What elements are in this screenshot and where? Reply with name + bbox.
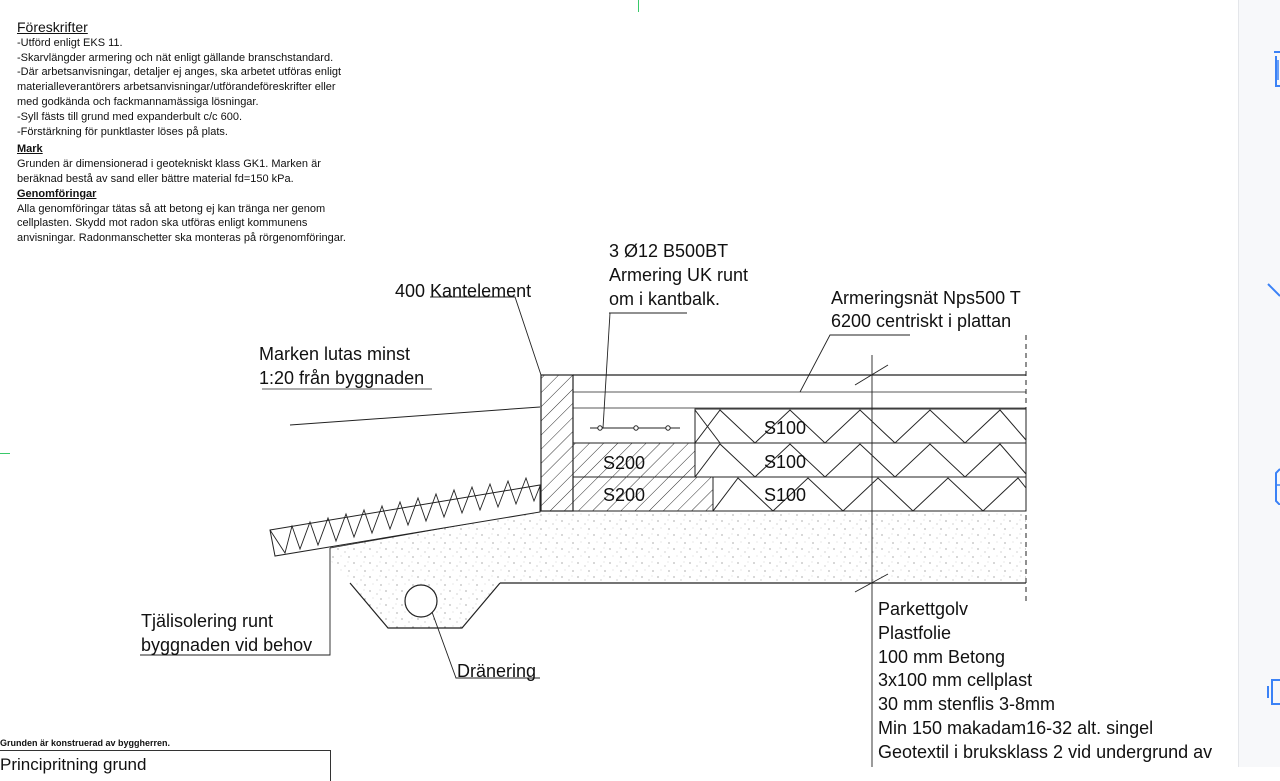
foreskrifter-line: -Där arbetsanvisningar, detaljer ej anges, ska arbetet utföras enligt [17, 66, 342, 79]
foreskrifter-line: -Förstärkning för punktlaster löses på plats. [17, 125, 228, 138]
genomforingar-line: Alla genomföringar tätas så att betong ej kan tränga ner genom [17, 202, 326, 215]
ground-slope-line2: 1:20 från byggnaden [259, 368, 425, 388]
pen-icon[interactable] [1266, 270, 1280, 310]
kantelement-label: 400 Kantelement [395, 281, 532, 301]
constructed-by-note: Grunden är konstruerad av byggherren. [0, 738, 171, 748]
foreskrifter-line: -Skarvlängder armering och nät enligt gällande branschstandard. [17, 51, 334, 64]
share-icon[interactable] [1266, 465, 1280, 505]
foreskrifter-line: -Utförd enligt EKS 11. [17, 36, 123, 49]
link-icon[interactable] [1266, 672, 1280, 712]
foreskrifter-line: med godkända och fackmannamässiga lösningar. [17, 95, 259, 108]
insulation-label-s100: S100 [764, 418, 807, 438]
genomforingar-heading: Genomföringar [17, 187, 97, 200]
drawing-title: Principritning grund [0, 755, 147, 774]
layer-label: 3x100 mm cellplast [878, 670, 1033, 690]
kantelement-wall [541, 375, 573, 511]
mark-line: beräknad bestå av sand eller bättre material fd=150 kPa. [17, 172, 294, 185]
layer-label: 100 mm Betong [878, 647, 1006, 667]
right-sidebar [1238, 0, 1280, 767]
mesh-label-line1: Armeringsnät Nps500 T [831, 288, 1021, 308]
genomforingar-line: anvisningar. Radonmanschetter ska monteras på rörgenomföringar. [17, 232, 346, 245]
drainage-label: Dränering [457, 661, 537, 681]
rebar-label-line2: Armering UK runt [609, 265, 749, 285]
layer-label: Parkettgolv [878, 599, 969, 619]
insulation-label-s200: S200 [603, 453, 646, 473]
frost-label-line2: byggnaden vid behov [141, 635, 313, 655]
foreskrifter-line: materialleverantörers arbetsanvisningar/utförandeföreskrifter eller [17, 81, 336, 94]
mark-line: Grunden är dimensionerad i geotekniskt klass GK1. Marken är [17, 158, 321, 171]
insulation-label-s200: S200 [603, 485, 646, 505]
foreskrifter-line: -Syll fästs till grund med expanderbult c/c 600. [17, 110, 243, 123]
marker-top [638, 0, 639, 12]
mark-heading: Mark [17, 143, 43, 156]
insulation-label-s100: S100 [764, 485, 807, 505]
ground-slope-line1: Marken lutas minst [259, 344, 411, 364]
rebar-label-line1: 3 Ø12 B500BT [609, 241, 729, 261]
layer-label: Geotextil i bruksklass 2 vid undergrund av [878, 742, 1213, 762]
rebar-label-line3: om i kantbalk. [609, 289, 721, 309]
frost-label-line1: Tjälisolering runt [141, 611, 274, 631]
layer-label: Plastfolie [878, 623, 952, 643]
mesh-label-line2: 6200 centriskt i plattan [831, 311, 1012, 331]
marker-left [0, 453, 10, 454]
trash-icon[interactable] [1266, 48, 1280, 88]
layer-label: 30 mm stenflis 3-8mm [878, 694, 1056, 714]
cellplast-layers [695, 409, 1026, 511]
insulation-label-s100: S100 [764, 452, 807, 472]
foreskrifter-heading: Föreskrifter [17, 19, 88, 35]
genomforingar-line: cellplasten. Skydd mot radon ska utföras enligt kommunens [17, 217, 308, 230]
layer-label: Min 150 makadam16-32 alt. singel [878, 718, 1154, 738]
